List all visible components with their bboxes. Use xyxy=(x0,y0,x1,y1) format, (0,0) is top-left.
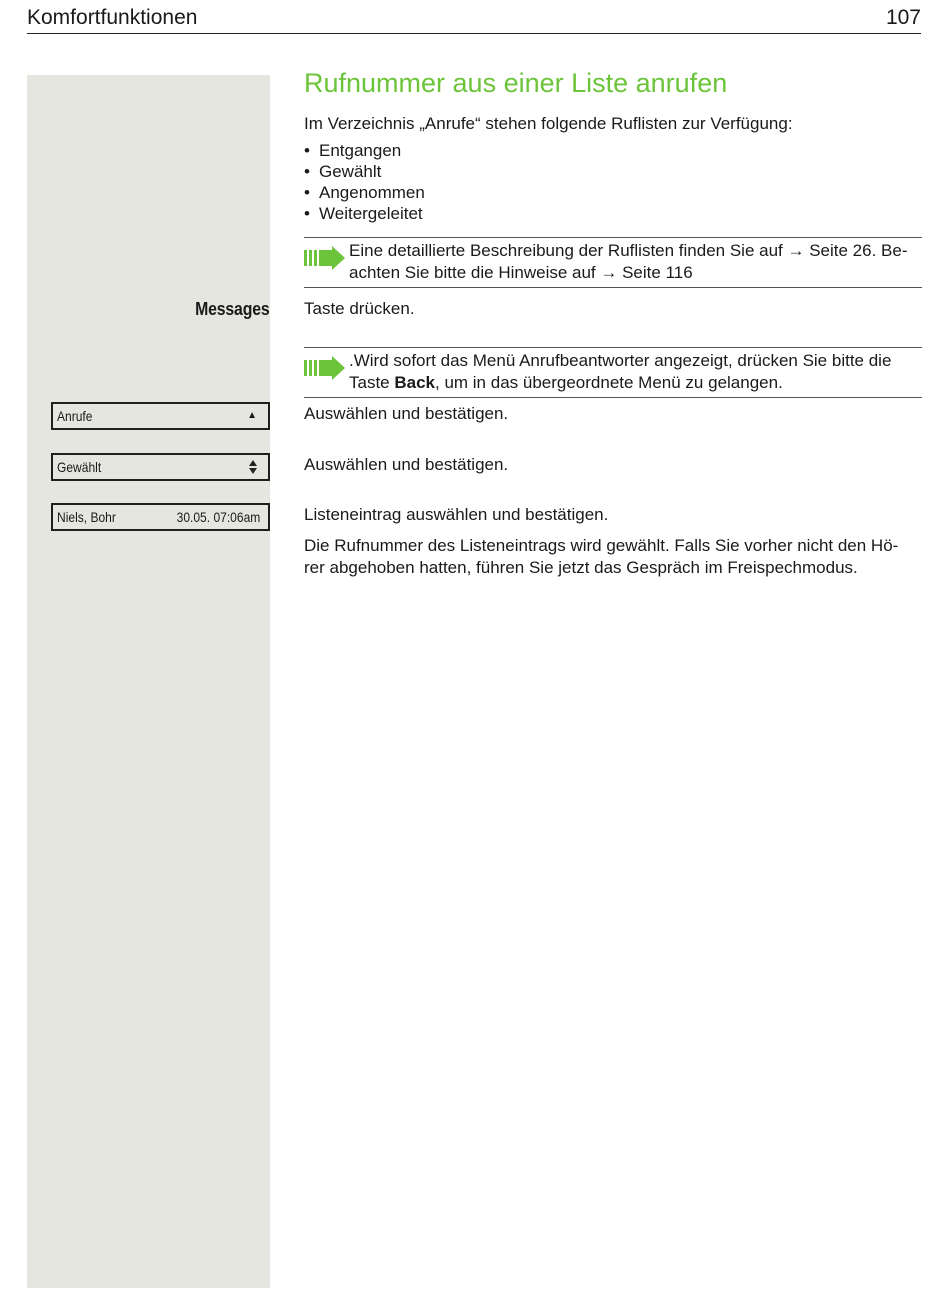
list-item: • Entgangen xyxy=(304,140,425,161)
list-item: • Gewählt xyxy=(304,161,425,182)
entry-time: 30.05. 07:06am xyxy=(176,509,260,525)
chapter-title: Komfortfunktionen xyxy=(27,6,198,29)
note-line: .Wird sofort das Menü Anrufbeantworter angezeigt, drücken Sie bitte die xyxy=(349,351,892,370)
note-line: Eine detaillierte Beschreibung der Ruflisten finden Sie auf → Seite 26. Be- xyxy=(349,241,908,260)
display-gewaehlt[interactable] xyxy=(51,453,270,481)
note-box xyxy=(304,237,922,288)
messages-key-label: Messages xyxy=(194,299,269,319)
page-header xyxy=(27,5,921,34)
note-arrow-icon xyxy=(304,246,346,270)
note-arrow-icon xyxy=(304,356,346,380)
page-number: 107 xyxy=(885,6,921,29)
display-anrufe[interactable] xyxy=(51,402,270,430)
call-list-types xyxy=(304,140,425,224)
closing-paragraph xyxy=(304,535,922,579)
display-list-entry[interactable] xyxy=(51,503,270,531)
note-text xyxy=(349,350,922,394)
note-line xyxy=(349,372,922,394)
note-box xyxy=(304,347,922,398)
section-title: Rufnummer aus einer Liste anrufen xyxy=(304,68,728,98)
scroll-up-icon: ▲ xyxy=(247,410,257,421)
back-key-label: Back xyxy=(394,373,435,392)
intro-text: Im Verzeichnis „Anrufe“ stehen folgende Ruflisten zur Verfügung: xyxy=(304,114,793,133)
display-label: Anrufe xyxy=(57,408,93,424)
sidebar-column xyxy=(27,75,270,1288)
step-text: Auswählen und bestätigen. xyxy=(304,404,509,423)
paragraph-line: Die Rufnummer des Listeneintrags wird gewählt. Falls Sie vorher nicht den Hö- xyxy=(304,536,899,555)
list-item: • Weitergeleitet xyxy=(304,203,425,224)
paragraph-line: rer abgehoben hatten, führen Sie jetzt das Gespräch im Freispechmodus. xyxy=(304,558,858,577)
note-text-segment: , um in das übergeordnete Menü zu gelangen. xyxy=(435,373,783,392)
list-item: • Angenommen xyxy=(304,182,425,203)
step-text: Auswählen und bestätigen. xyxy=(304,455,509,474)
entry-name: Niels, Bohr xyxy=(57,509,116,525)
note-text xyxy=(349,240,922,284)
step-text: Taste drücken. xyxy=(304,299,415,318)
step-text: Listeneintrag auswählen und bestätigen. xyxy=(304,505,609,524)
note-text-segment: Taste xyxy=(349,373,395,392)
scroll-updown-icon xyxy=(249,460,257,474)
display-label: Gewählt xyxy=(57,459,102,475)
note-line: achten Sie bitte die Hinweise auf → Seite 116 xyxy=(349,263,693,282)
